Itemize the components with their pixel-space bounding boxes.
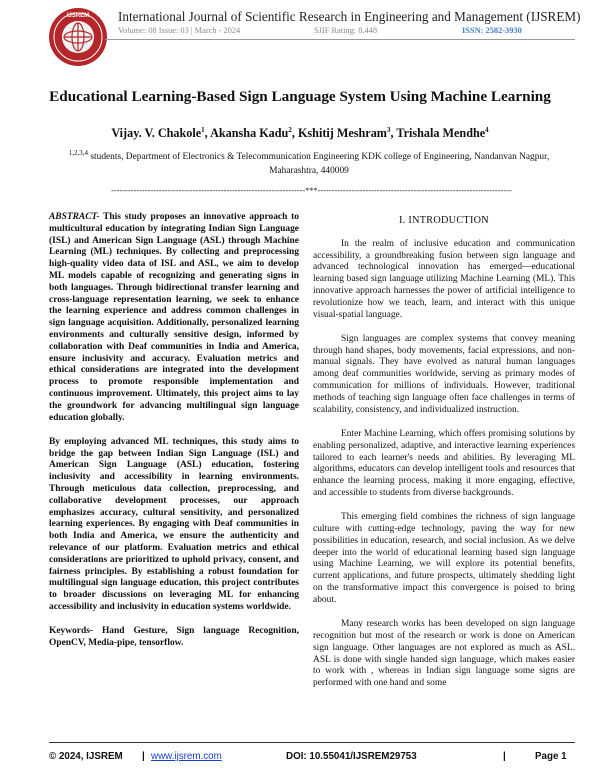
author-list: Vijay. V. Chakole$^1$, Akansha Kadu$^2$, Kshitij Meshram$^3$, Trishala Mendhe$^4$ [111, 125, 489, 140]
footer-separator: | [503, 751, 506, 762]
page-footer [49, 751, 575, 767]
author-number: 4 [485, 125, 489, 134]
author-name: Kshitij Meshram [297, 126, 387, 140]
section-separator: ---------------------------------------------------------------------***--------------------------------------------------------------------- [111, 186, 512, 195]
author-name: Akansha Kadu [210, 126, 289, 140]
sjif-rating: SJIF Rating: 8.448 [314, 26, 378, 35]
intro-paragraph: This emerging field combines the richness of sign language culture with cutting-edge technology, paving the way for new possibilities in education, research, and social inclusion. As we delve deeper into the world of educational learning based sign language using Machine Learning, we will explore its potential benefits, current applications, and future prospects, ultimately shedding light on the transformative impact this convergence is poised to bring about. [313, 512, 575, 605]
author-name: Trishala Mendhe [396, 126, 486, 140]
affiliation [44, 148, 574, 178]
affiliation-text: students, Department of Electronics & Telecommunication Engineering KDK college of Engineering, Nandanvan Nagpur, Maharashtra, 440009 [88, 152, 550, 176]
issn: ISSN: 2582-3930 [462, 26, 522, 35]
footer-separator: | [142, 751, 145, 762]
section-heading: I. INTRODUCTION [399, 215, 489, 226]
journal-logo [47, 6, 109, 68]
abstract-label: ABSTRACT- [49, 212, 100, 222]
affiliation-numbers: 1,2,3,4 [68, 148, 89, 157]
footer-doi: DOI: 10.55041/IJSREM29753 [286, 751, 417, 762]
intro-paragraph: Many research works has been developed on sign language recognition but most of the research or work is done on American sign language. Other languages are not explored as much as ASL. ASL is done with single handed sign language, which makes easier to work with , whereas in Indian sign language some signs are performed with one hand and some [313, 619, 575, 689]
author-name: Vijay. V. Chakole [111, 126, 202, 140]
journal-link[interactable]: www.ijsrem.com [151, 751, 222, 762]
paper-title: Educational Learning-Based Sign Language System Using Machine Learning [49, 88, 551, 105]
abstract-text: This study proposes an innovative approach to multicultural education by integrating Indian Sign Language (ISL) and American Sign Language (ASL) through Machine Learning (ML) techniques. By collecting and preprocessing high-quality video data of ISL and ASL, we aim to develop ML models capable of recognizing and generating signs in both languages. Through bidirectional transfer learning and cross-language representation learning, we seek to enhance the learning experience and address common challenges in sign language acquisition. Additionally, personalized learning environments and culturally sensitive design, informed by collaboration with Deaf communities in India and America, ensure inclusivity and accuracy. Evaluation metrics and ethical considerations are integrated into the development process to promote responsible implementation and continuous improvement. Ultimately, this project aims to lay the groundwork for advancing multilingual sign language education globally. [49, 212, 299, 423]
footer-divider [49, 742, 575, 743]
author-number: 3 [386, 125, 391, 134]
left-column [49, 212, 299, 662]
abstract [49, 212, 299, 424]
volume-issue: Volume: 08 Issue: 03 | March - 2024 [118, 26, 241, 35]
journal-title: International Journal of Scientific Research in Engineering and Management (IJSREM) [118, 9, 581, 24]
abstract-paragraph-2: By employing advanced ML techniques, this study aims to bridge the gap between Indian Sign Language (ISL) and American Sign Language (ASL) education, fostering inclusivity and accessibility in learning environments. Through meticulous data collection, preprocessing, and collaborative development processes, our approach emphasizes accuracy, cultural sensitivity, and personalized learning experiences. By engaging with Deaf communities in both India and America, we ensure the authenticity and relevance of our platform. Evaluation metrics and ethical considerations are prioritized to uphold privacy, consent, and fairness principles. By establishing a robust foundation for multilingual sign language education, this project contributes to broader discussions on leveraging ML for enhancing accessibility and inclusivity in education systems worldwide. [49, 436, 299, 612]
author-number: 1 [201, 125, 205, 134]
svg-text:IJSREM: IJSREM [66, 13, 90, 19]
intro-paragraph: Enter Machine Learning, which offers promising solutions by enabling personalized, adaptive, and interactive learning experiences tailored to each learner's needs and abilities. By leveraging ML algorithms, educators can develop intelligent tools and resources that enhance the learning process, making it more engaging, effective, and accessible to students from diverse backgrounds. [313, 428, 575, 498]
keywords: Keywords- Hand Gesture, Sign language Recognition, OpenCV, Media-pipe, tensorflow. [49, 626, 299, 649]
intro-paragraph: Sign languages are complex systems that convey meaning through hand shapes, body movements, facial expressions, and non-manual signals. They have evolved as natural human languages among deaf communities worldwide, serving as primary modes of communication for millions of individuals. However, traditional methods of teaching sign language often face challenges in terms of scalability, consistency, and individualized instruction. [313, 333, 575, 415]
author-number: 2 [288, 125, 292, 134]
intro-paragraph: In the realm of inclusive education and communication accessibility, a groundbreaking fusion between sign language and advanced technological innovation has emerged—educational learning based sign language utilizing Machine Learning (ML). This innovative approach harnesses the power of artificial intelligence to revolutionize how we teach, learn, and interact with this unique visual-spatial language. [313, 238, 575, 320]
header-divider [105, 39, 575, 40]
right-column [313, 212, 575, 690]
footer-copyright: © 2024, IJSREM [49, 751, 123, 762]
page-number: Page 1 [535, 751, 567, 762]
